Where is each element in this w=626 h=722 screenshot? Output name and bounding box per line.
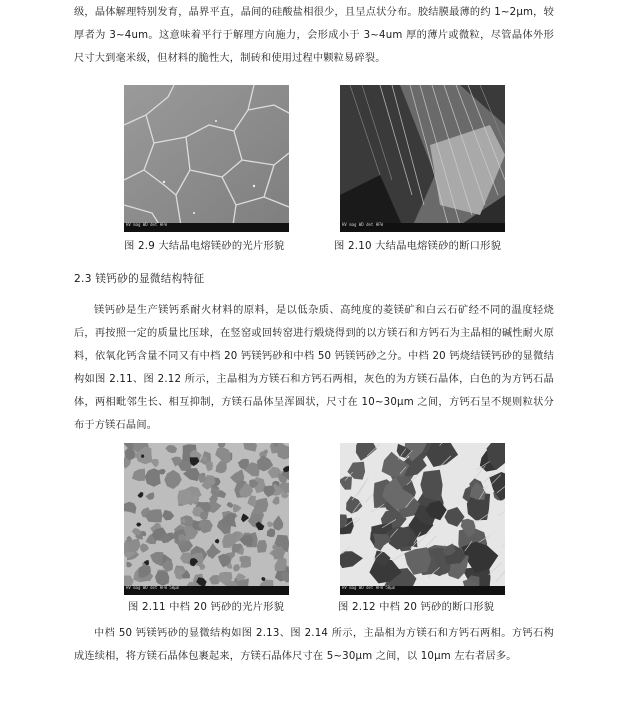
sem-info-bar: HV mag WD det HFW 50μm — [340, 586, 505, 595]
figure-2-9-image — [124, 85, 289, 232]
sem-info-bar: HV mag WD det HFW 50μm — [124, 586, 289, 595]
figure-2-11-caption: 图 2.11 中档 20 钙砂的光片形貌 — [128, 601, 285, 613]
figure-2-11-image — [124, 443, 289, 595]
figure-2-10-caption: 图 2.10 大结晶电熔镁砂的断口形貌 — [334, 240, 502, 252]
mottled-polished-micrograph — [124, 443, 289, 595]
fracture-surface-micrograph — [340, 85, 505, 232]
section-heading: 2.3 镁钙砂的显微结构特征 — [74, 273, 205, 285]
figure-2-12-caption: 图 2.12 中档 20 钙砂的断口形貌 — [338, 601, 495, 613]
polished-section-micrograph — [124, 85, 289, 232]
figure-2-10-image — [340, 85, 505, 232]
dark-fracture-micrograph — [340, 443, 505, 595]
paragraph-middle: 镁钙砂是生产镁钙系耐火材料的原料，是以低杂质、高纯度的菱镁矿和白云石矿经不同的温度轻烧后，再按照一定的质量比压球，在竖窑或回转窑进行煅烧得到的以方镁石和方钙石为主晶相的碱性耐火原料，依氧化钙含量不同又有中档 20 钙镁钙砂和中档 50 钙镁钙砂之分。中档 20 钙烧结镁钙砂的显微结构如图 2.11、图 2.12 所示，主晶相为方镁石和方钙石两相，灰色的为方镁石晶体，白色的为方钙石晶体，两相毗邻生长、相互抑制，方镁石晶体呈浑圆状，尺寸在 10~30μm 之间，方钙石呈不规则粒状分布于方镁石晶间。 — [74, 305, 554, 431]
figure-2-12-image — [340, 443, 505, 595]
sem-info-bar: HV mag WD det HFW — [124, 223, 289, 232]
figure-2-9-caption: 图 2.9 大结晶电熔镁砂的光片形貌 — [124, 240, 285, 252]
paragraph-bottom: 中档 50 钙镁钙砂的显微结构如图 2.13、图 2.14 所示，主晶相为方镁石和方钙石两相。方钙石构成连续相，将方镁石晶体包裹起来，方镁石晶体尺寸在 5~30μm 之间，以 10μm 左右者居多。 — [74, 628, 554, 662]
sem-info-bar: HV mag WD det HFW — [340, 223, 505, 232]
paragraph-top: 级，晶体解理特别发育，晶界平直，晶间的硅酸盐相很少，且呈点状分布。胶结膜最薄的约 1~2μm，较厚者为 3~4um。这意味着平行于解理方向施力，会形成小于 3~4um 厚的薄片或微粒，尽管晶体外形尺寸大到毫米级，但材料的脆性大，制砖和使用过程中颗粒易碎裂。 — [74, 7, 554, 64]
